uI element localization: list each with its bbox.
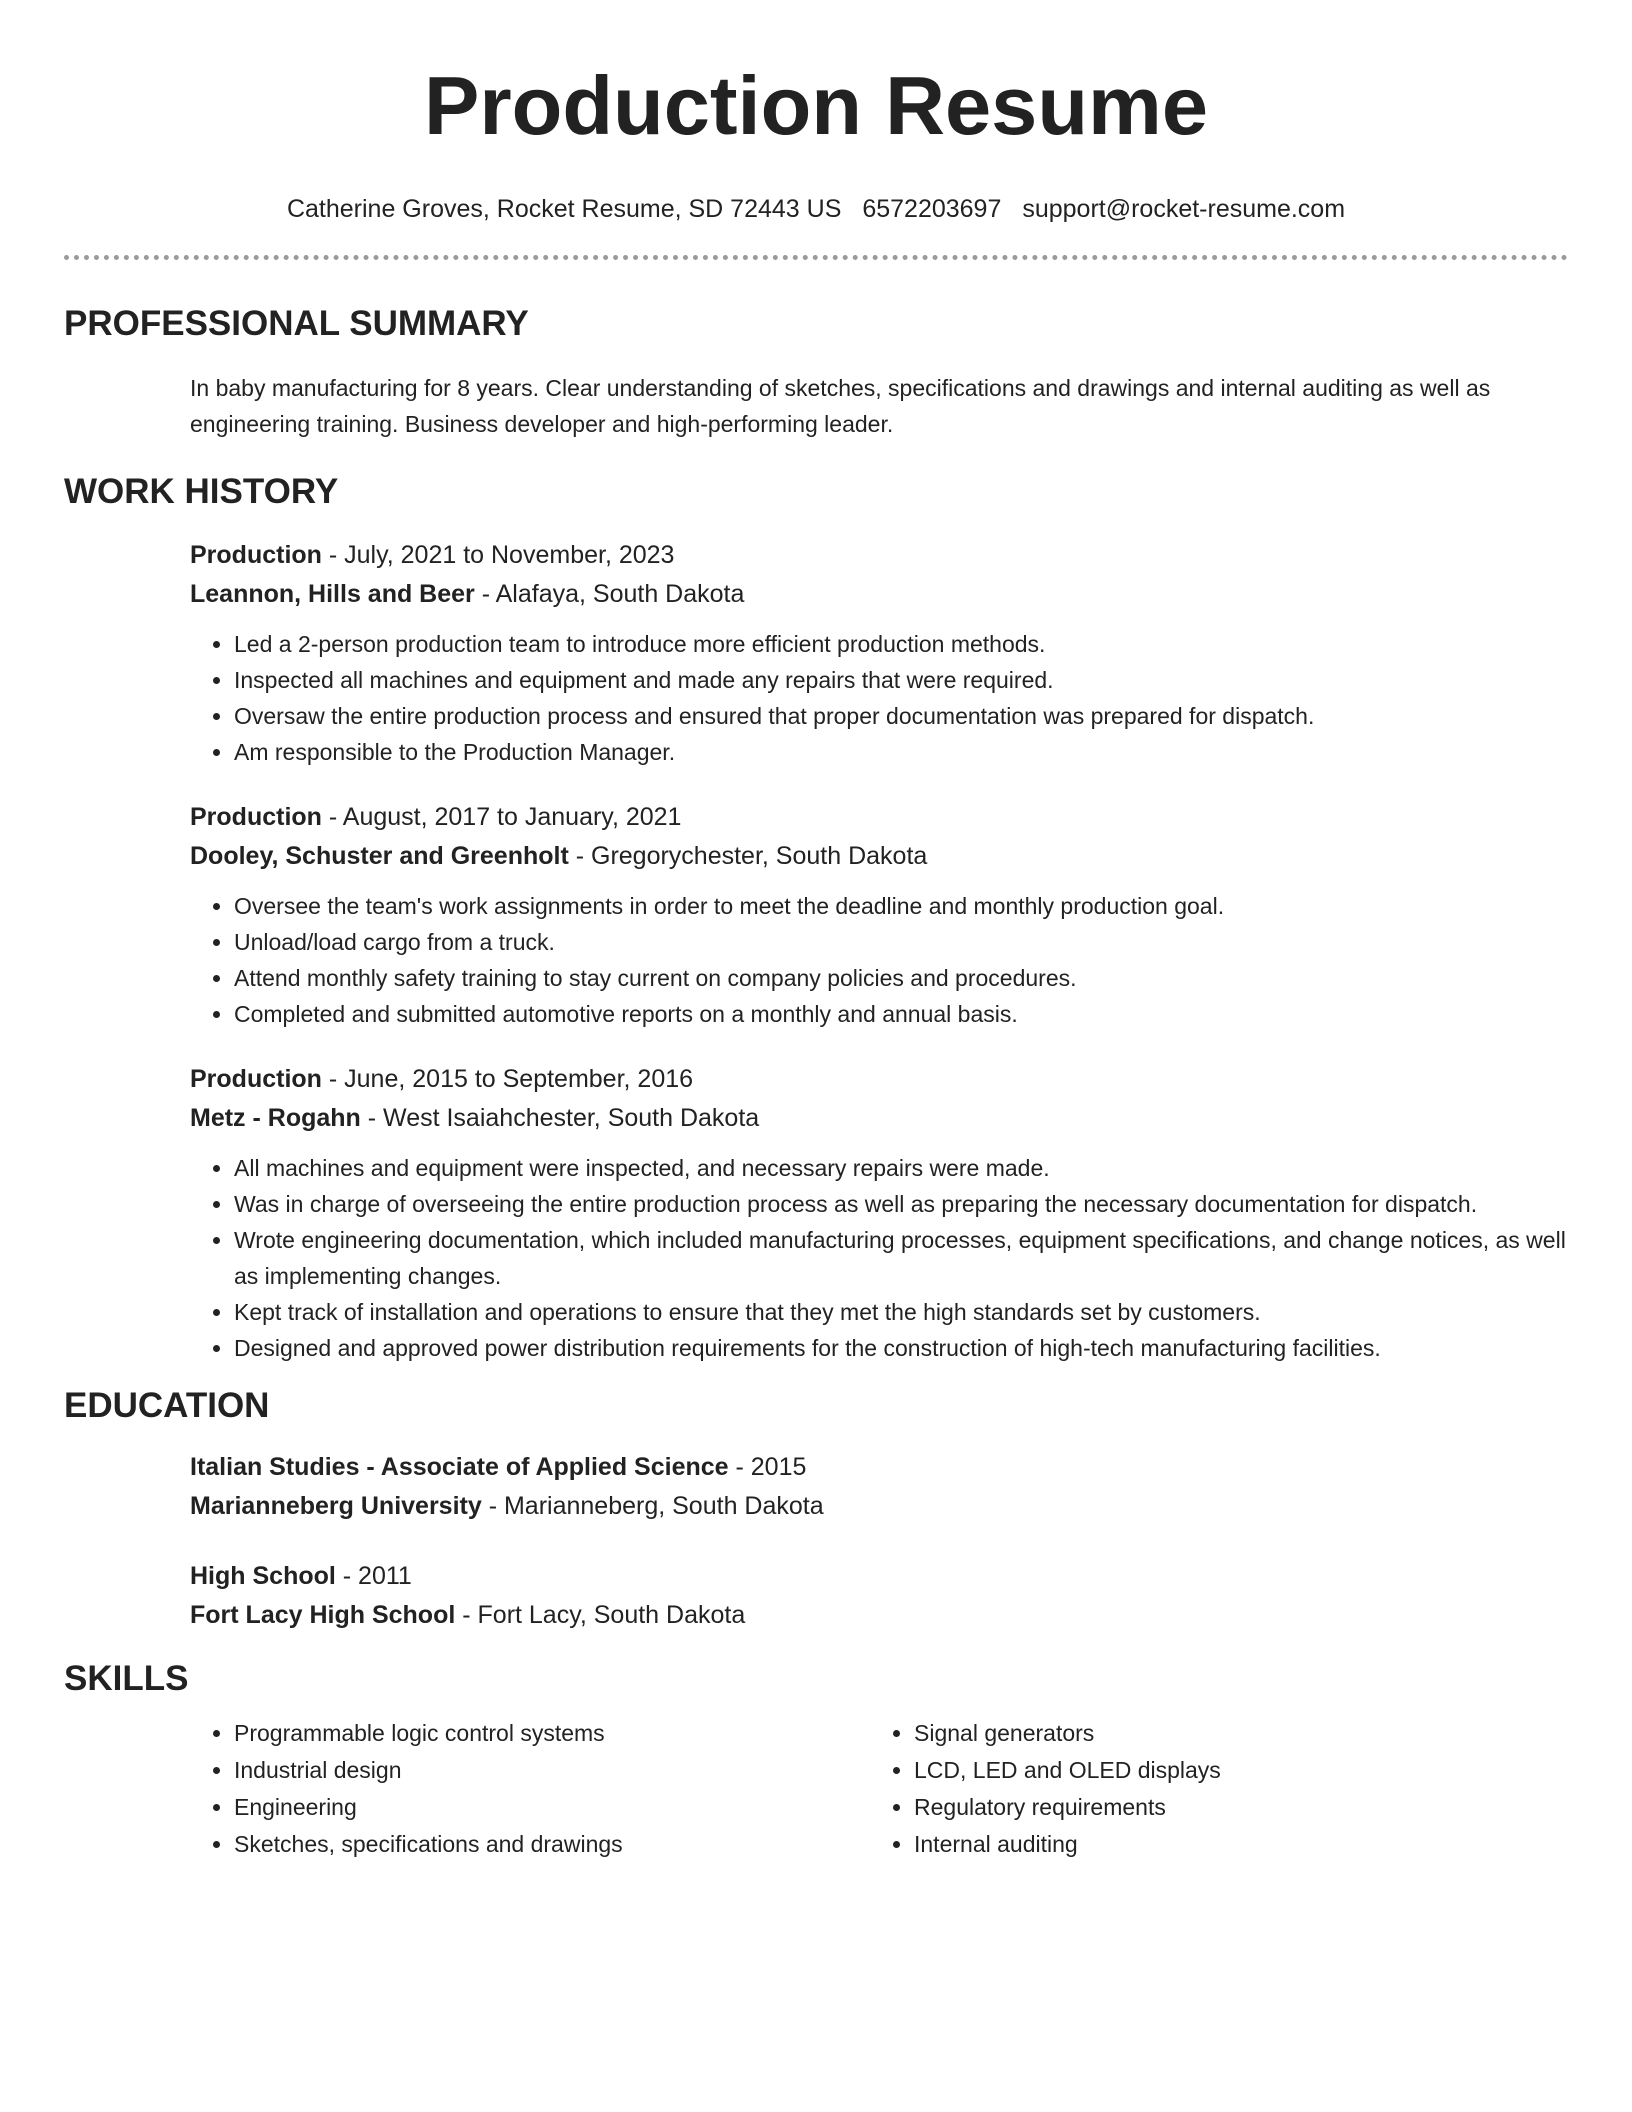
- education-entry: [190, 1557, 1568, 1635]
- education-degree: Italian Studies - Associate of Applied Science: [190, 1453, 729, 1481]
- education-degree-line: [190, 1448, 1568, 1487]
- work-history-heading: WORK HISTORY: [64, 472, 339, 511]
- header-divider: [64, 255, 1568, 260]
- job-title-line: [190, 536, 1568, 575]
- list-item: • Am responsible to the Production Manager.: [234, 734, 1568, 770]
- job-company-line: [190, 1099, 1568, 1138]
- contact-email: support@rocket-resume.com: [1022, 195, 1346, 223]
- list-item: • Completed and submitted automotive reports on a monthly and annual basis.: [234, 996, 1568, 1032]
- list-item: • Attend monthly safety training to stay current on company policies and procedures.: [234, 960, 1568, 996]
- education-location: - Marianneberg, South Dakota: [481, 1492, 824, 1520]
- contact-line: [0, 194, 1632, 224]
- job-dates: - June, 2015 to September, 2016: [321, 1065, 694, 1093]
- job-title: Production: [190, 541, 322, 569]
- work-history-section: [64, 470, 1568, 1366]
- job-entry: [190, 536, 1568, 770]
- list-item: • Sketches, specifications and drawings: [234, 1826, 870, 1863]
- summary-heading: PROFESSIONAL SUMMARY: [64, 304, 529, 343]
- job-location: - Alafaya, South Dakota: [474, 580, 745, 608]
- education-location: - Fort Lacy, South Dakota: [455, 1601, 746, 1629]
- job-company-line: [190, 837, 1568, 876]
- job-title: Production: [190, 1065, 322, 1093]
- job-entry: [190, 1060, 1568, 1366]
- job-duties: [190, 1150, 1568, 1366]
- job-company-line: [190, 575, 1568, 614]
- skills-list-left: [190, 1715, 870, 1863]
- contact-phone: 6572203697: [862, 195, 1002, 223]
- list-item: • Oversaw the entire production process and ensured that proper documentation was prepared for dispatch.: [234, 698, 1568, 734]
- list-item: • Designed and approved power distribution requirements for the construction of high-tech manufacturing facilities.: [234, 1330, 1568, 1366]
- list-item: • Wrote engineering documentation, which included manufacturing processes, equipment specifications, and change notices, as well as implementing changes.: [234, 1222, 1568, 1294]
- list-item: • LCD, LED and OLED displays: [914, 1752, 1550, 1789]
- job-location: - West Isaiahchester, South Dakota: [360, 1104, 760, 1132]
- list-item: • All machines and equipment were inspected, and necessary repairs were made.: [234, 1150, 1568, 1186]
- education-school-line: [190, 1487, 1568, 1526]
- contact-address: Catherine Groves, Rocket Resume, SD 72443 US: [286, 195, 842, 223]
- page-title: Production Resume: [423, 59, 1208, 152]
- list-item: • Industrial design: [234, 1752, 870, 1789]
- education-school: Marianneberg University: [190, 1492, 482, 1520]
- summary-text: In baby manufacturing for 8 years. Clear understanding of sketches, specifications and drawings and internal auditing as well as engineering training. Business developer and high-performing leader.: [190, 375, 1491, 437]
- list-item: • Unload/load cargo from a truck.: [234, 924, 1568, 960]
- education-school: Fort Lacy High School: [190, 1601, 456, 1629]
- education-year: - 2015: [728, 1453, 807, 1481]
- education-year: - 2011: [335, 1562, 412, 1590]
- skills-section: [64, 1657, 1568, 1863]
- job-title-line: [190, 1060, 1568, 1099]
- list-item: • Inspected all machines and equipment and made any repairs that were required.: [234, 662, 1568, 698]
- summary-section: [64, 302, 1568, 442]
- job-duties: [190, 626, 1568, 770]
- list-item: • Signal generators: [914, 1715, 1550, 1752]
- skills-columns: [190, 1715, 1568, 1863]
- job-title-line: [190, 798, 1568, 837]
- education-entry: [190, 1448, 1568, 1526]
- job-company: Leannon, Hills and Beer: [190, 580, 475, 608]
- education-school-line: [190, 1596, 1568, 1635]
- skills-list-right: [870, 1715, 1550, 1863]
- education-section: [64, 1384, 1568, 1635]
- list-item: • Led a 2-person production team to introduce more efficient production methods.: [234, 626, 1568, 662]
- list-item: • Kept track of installation and operations to ensure that they met the high standards set by customers.: [234, 1294, 1568, 1330]
- list-item: • Oversee the team's work assignments in order to meet the deadline and monthly production goal.: [234, 888, 1568, 924]
- job-entry: [190, 798, 1568, 1032]
- job-title: Production: [190, 803, 322, 831]
- list-item: • Programmable logic control systems: [234, 1715, 870, 1752]
- skills-heading: SKILLS: [64, 1659, 189, 1698]
- education-heading: EDUCATION: [64, 1386, 270, 1425]
- list-item: • Was in charge of overseeing the entire production process as well as preparing the necessary documentation for dispatch.: [234, 1186, 1568, 1222]
- list-item: • Internal auditing: [914, 1826, 1550, 1863]
- list-item: • Regulatory requirements: [914, 1789, 1550, 1826]
- education-degree-line: [190, 1557, 1568, 1596]
- job-company: Metz - Rogahn: [190, 1104, 361, 1132]
- education-degree: High School: [190, 1562, 336, 1590]
- job-location: - Gregorychester, South Dakota: [568, 842, 928, 870]
- job-dates: - July, 2021 to November, 2023: [321, 541, 675, 569]
- job-company: Dooley, Schuster and Greenholt: [190, 842, 569, 870]
- job-dates: - August, 2017 to January, 2021: [321, 803, 682, 831]
- list-item: • Engineering: [234, 1789, 870, 1826]
- job-duties: [190, 888, 1568, 1032]
